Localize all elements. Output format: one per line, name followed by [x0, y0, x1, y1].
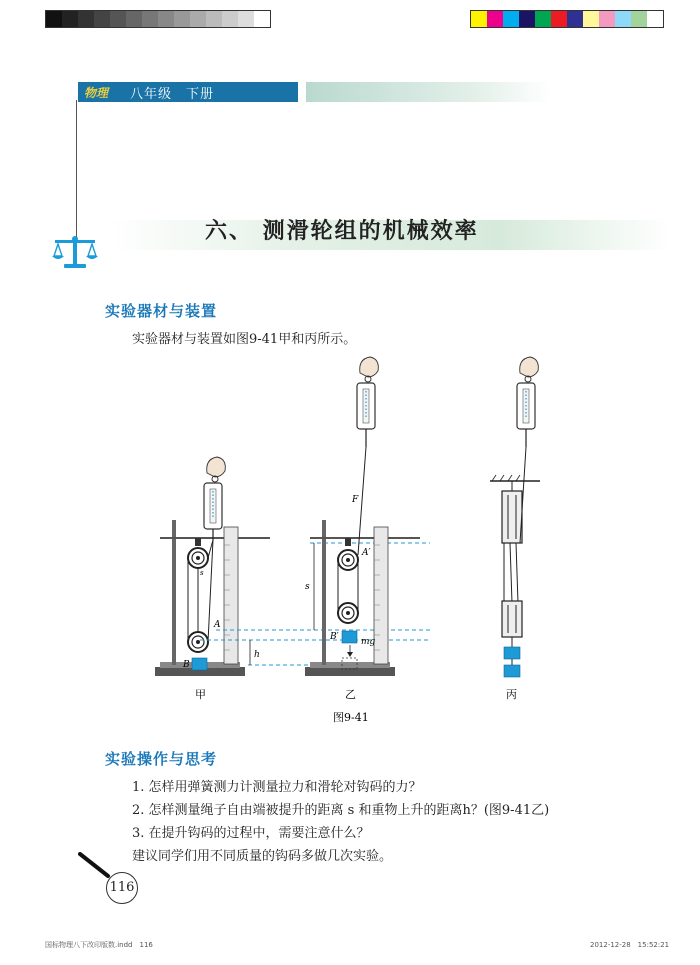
color-registration-bar	[470, 10, 664, 28]
suggestion-text: 建议同学们用不同质量的钩码多做几次实验。	[132, 849, 393, 864]
page-number: 116	[106, 872, 138, 904]
question-item-3: 3. 在提升钩码的过程中，需要注意什么？	[132, 826, 370, 841]
label-B: B	[183, 660, 190, 670]
label-A: A	[214, 620, 221, 630]
question-item-2: 2. 怎样测量绳子自由端被提升的距离 s 和重物上升的距离h？(图9-41乙)	[132, 803, 550, 818]
question-item-1: 1. 怎样用弹簧测力计测量拉力和滑轮对钩码的力？	[132, 780, 422, 795]
label-A-prime: A′	[362, 548, 371, 558]
section-heading-equipment: 实验器材与装置	[105, 302, 218, 320]
apparatus-bing	[490, 357, 540, 677]
apparatus-jia	[155, 457, 270, 676]
label-s: s	[305, 582, 310, 592]
page-title: 六、 测滑轮组的机械效率	[205, 219, 479, 244]
header-decoration	[306, 82, 551, 102]
footer-file-info: 国标物理八下改印版数.indd 116	[45, 941, 153, 949]
label-mg: mg	[361, 637, 376, 647]
label-B-prime: B′	[330, 632, 339, 642]
figure-caption: 图9-41	[333, 711, 369, 724]
label-jia: 甲	[195, 688, 206, 701]
balance-scale-icon	[52, 234, 98, 270]
footer-timestamp: 2012-12-28 15:52:21	[590, 941, 670, 949]
grade-label: 八年级 下册	[130, 87, 215, 102]
label-bing: 丙	[506, 688, 517, 701]
margin-rule	[76, 100, 77, 240]
grayscale-registration-bar	[45, 10, 271, 28]
label-h: h	[254, 650, 260, 660]
label-F: F	[352, 495, 359, 505]
subject-badge: 物理	[84, 86, 109, 100]
label-yi: 乙	[345, 688, 356, 701]
apparatus-yi	[305, 357, 420, 676]
label-s-jia: s	[200, 569, 204, 577]
pulley-figure	[140, 355, 570, 725]
section-heading-operation: 实验操作与思考	[105, 750, 218, 768]
equipment-text: 实验器材与装置如图9-41甲和丙所示。	[132, 332, 357, 347]
